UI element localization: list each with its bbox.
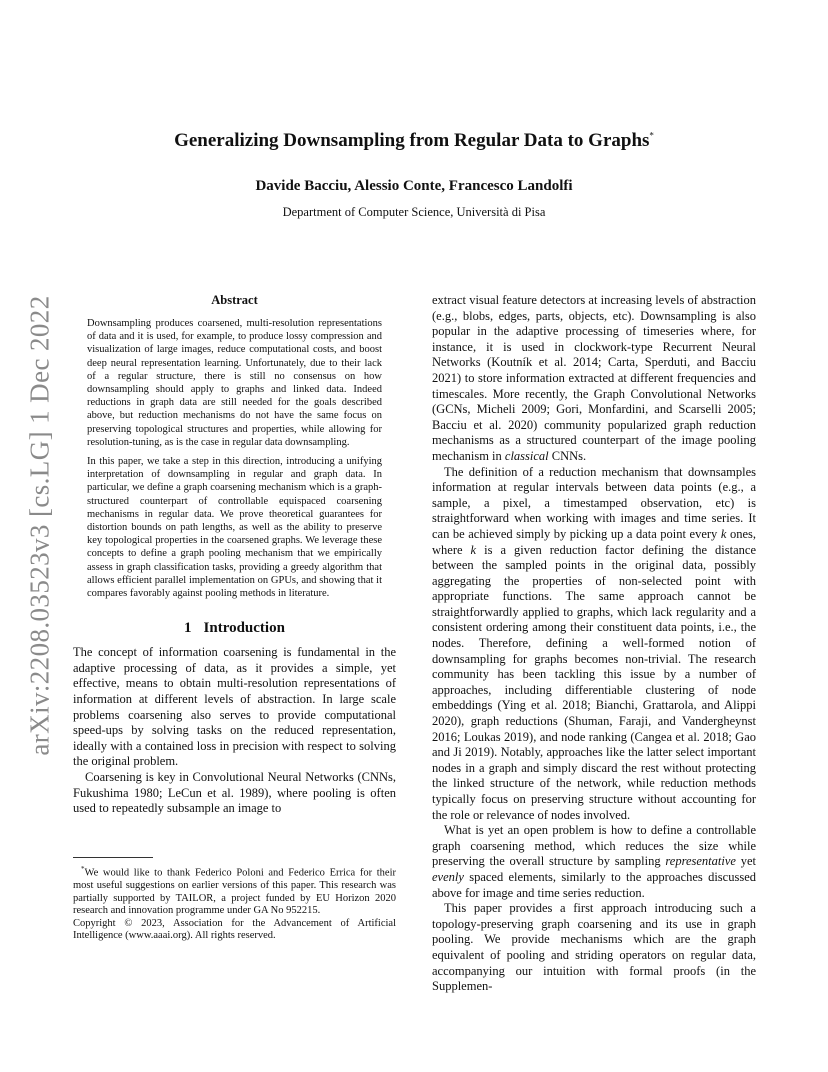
right-column — [432, 293, 756, 995]
footnote-mark: * — [81, 865, 85, 873]
title-footnote-mark: * — [649, 130, 654, 141]
section-heading-introduction — [73, 620, 396, 637]
arxiv-side-stamp — [22, 290, 58, 760]
right-paragraph-3 — [432, 823, 756, 901]
right-paragraph-2 — [432, 465, 756, 824]
math-variable-k: k — [470, 542, 477, 557]
intro-paragraph-1: The concept of information coarsening is fundamental in the adaptive processing of data, as it provides a simple, yet effective, means to obtain multi-resolution representations of information at different levels of abstraction. In large scale problems coarsening also serves to provide computational speed-ups by solving tasks on the reduced representation, ideally with a contained loss in precision with respect to solving the original problem. — [73, 645, 396, 769]
author-list: Davide Bacciu, Alessio Conte, Francesco Landolfi — [255, 178, 573, 194]
right-p1-emphasis: classical — [504, 448, 549, 463]
copyright-notice: Copyright © 2023, Association for the Advancement of Artificial Intelligence (www.aaai.org). All rights reserved. — [73, 917, 396, 942]
right-p2-text-c: is a given reduction factor defining the distance between the sampled points in the original data, possibly aggregating the properties of non-selected point with appropriate functions. The same approach cannot be straightforwardly applied to graphs, which lack regularity and a consistent ordering among their constituent data points, i.e., the nodes. Therefore, defining a well-formed notion of downsampling for graphs becomes non-trivial. The research community has been tackling this issue by a number of approaches, including differentiable clustering of node embeddings (Ying et al. 2018; Bianchi, Grattarola, and Alippi 2020), graph reductions (Shuman, Faraji, and Vandergheynst 2016; Loukas 2019), and node ranking (Cangea et al. 2018; Gao and Ji 2019). Notably, approaches like the latter select important nodes in a graph and simply discard the rest without protecting the linked structure of the network, while reduction methods typically focus on preserving structure without accounting for the role or relevance of nodes involved. — [432, 542, 756, 822]
right-p3-text-c: spaced elements, similarly to the approaches discussed above for image and time series reduction. — [432, 869, 756, 900]
abstract-paragraph-1: Downsampling produces coarsened, multi-resolution representations of data and it is used, for example, to produce lossy compression and visualization of large images, reduce computational costs, and boost deep neural representation learning. Unfortunately, due to their lack of a regular structure, there is still no consensus on how downsampling should apply to graphs and linked data. Indeed reductions in graph data are still needed for the goals described above, but reduction mechanisms do not have the same focus on preserving topological structures and properties, while allowing for resolution-tuning, as is the case in regular data downsampling. — [87, 318, 382, 448]
right-p1-text-b: CNNs. — [548, 448, 587, 463]
affiliation: Department of Computer Science, Università di Pisa — [282, 205, 546, 219]
abstract-section — [73, 293, 396, 600]
paper-title-text: Generalizing Downsampling from Regular Data to Graphs — [174, 130, 650, 151]
intro-paragraph-2: Coarsening is key in Convolutional Neural Networks (CNNs, Fukushima 1980; LeCun et al. 1989), where pooling is often used to repeatedly subsample an image to — [73, 770, 396, 816]
right-p3-emphasis-2: evenly — [432, 869, 464, 884]
right-p2-text-b: ones, where — [432, 526, 756, 557]
right-p3-emphasis-1: representative — [665, 854, 736, 869]
right-p1-text-a: extract visual feature detectors at increasing levels of abstraction (e.g., blobs, edges, parts, objects, etc). Downsampling is also popular in the adaptive processing of timeseries where, for instance, it is used in clockwork-type Recurrent Neural Networks (Koutník et al. 2014; Carta, Sperduti, and Bacciu 2021) to store information extracted at different frequencies and timescales. More recently, the Graph Convolutional Networks (GCNs, Micheli 2009; Gori, Monfardini, and Scarselli 2005; Bacciu et al. 2020) community popularized graph reduction mechanisms as a structured counterpart of the image pooling mechanism in — [432, 293, 756, 463]
footnote-body: We would like to thank Federico Poloni and Federico Errica for their most useful suggestions on earlier versions of this paper. This research was partially supported by TAILOR, a project funded by EU Horizon 2020 research and innovation programme under GA No 952215. — [73, 867, 396, 917]
arxiv-identifier: arXiv:2208.03523v3 [cs.LG] 1 Dec 2022 — [24, 294, 55, 756]
section-number: 1 — [184, 620, 192, 637]
right-p2-text-a: The definition of a reduction mechanism that downsamples information at regular intervals between data points (e.g., a sample, a pixel, a timestamped observation, etc) is straightforward when working with images and time series. It can be achieved simply by picking up a data point every — [432, 464, 756, 541]
abstract-heading: Abstract — [211, 293, 258, 307]
right-paragraph-4: This paper provides a first approach introducing such a topology-preserving graph coarsening and its use in graph pooling. We provide mechanisms which are the graph equivalent of pooling and striding operators on regular data, accompanying our intuition with formal proofs (in the Supplemen- — [432, 901, 756, 994]
footnote-block — [73, 857, 396, 943]
right-p3-text-a: What is yet an open problem is how to define a controllable graph coarsening method, which reduces the size while preserving the overall structure by sampling — [432, 823, 756, 869]
math-variable-k: k — [720, 526, 727, 541]
right-paragraph-1 — [432, 293, 756, 465]
footnote-text — [73, 863, 396, 918]
right-p3-text-b: yet — [735, 854, 756, 869]
abstract-paragraph-2: In this paper, we take a step in this direction, introducing a unifying interpretation of downsampling in regular and graph data. In particular, we define a graph coarsening mechanism which is a graph-structured counterpart of controllable equispaced coarsening mechanisms in regular data. We prove theoretical guarantees for distortion bounds on path lengths, as well as the ability to preserve key topological properties in the coarsened graphs. We leverage these concepts to define a graph pooling mechanism that we empirically assess in graph classification tasks, providing a greedy algorithm that allows efficient parallel implementation on GPUs, and showing that it compares favorably against pooling methods in literature. — [87, 456, 382, 600]
paper-title — [0, 130, 828, 152]
left-column — [73, 293, 396, 817]
section-title: Introduction — [203, 620, 285, 637]
footnote-divider — [73, 857, 153, 858]
